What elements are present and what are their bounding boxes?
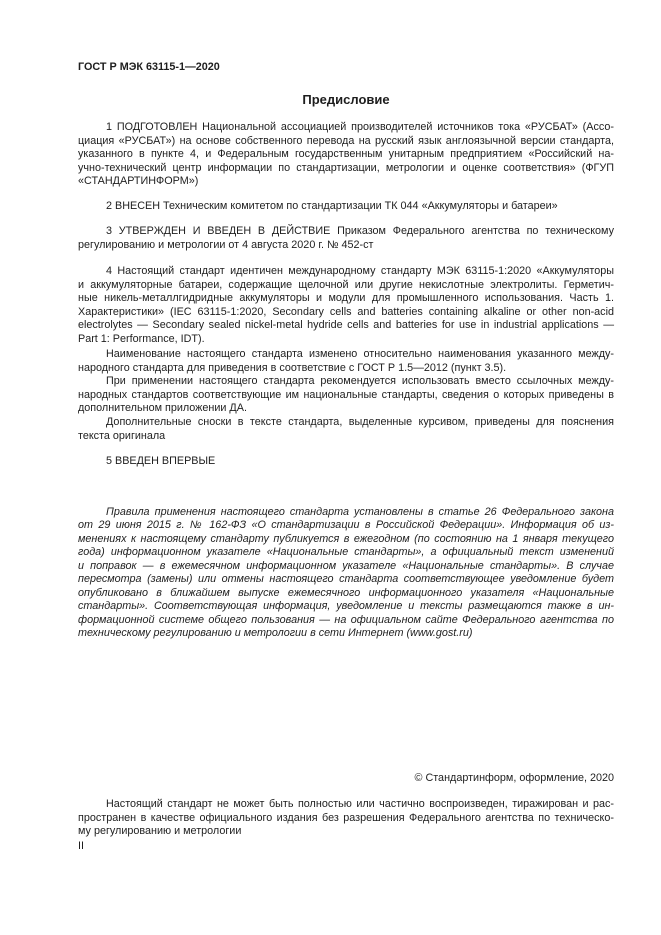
page-title: Предисловие [302,92,390,107]
paragraph-line: учно-технический центр информации по стандартизации, метрологии и оценке соответствия» (ФГУП [78,161,614,174]
paragraph-line: и аккумуляторные батареи, содержащие щелочной или другие некислотные электролиты. Герметич- [78,278,614,291]
notice-line: года) информационном указателе «Национальные стандарты», а официальный текст изменений [78,546,614,559]
reproduction-notice [78,798,614,839]
notice-line: опубликовано в ближайшем выпуске ежемесячного информационного указателя «Национальные [78,586,614,599]
foreword-item-submitted [78,200,614,214]
paragraph-line: Part 1: Performance, IDT). [78,332,205,345]
notice-line: Правила применения настоящего стандарта установлены в статье 26 Федерального закона [106,506,614,518]
paragraph-line: му регулированию и метрологии [78,825,242,838]
paragraph-line: указанного в пункте 4, и Федеральным государственным унитарным предприятием «Российский на- [78,148,614,161]
notice-line: пересмотра (замены) или отмены настоящего стандарта соответствующее уведомление будет [78,573,614,586]
paragraph-line: пространен в качестве официального издания без разрешения Федерального агентства по техническо- [78,811,614,824]
foreword-item-introduced [78,455,614,469]
foreword-item-identical [78,265,614,347]
notice-line: стандарты». Соответствующая информация, уведомление и тексты размещаются также в ин- [78,600,614,613]
paragraph-line: народного стандарта для приведения в соответствие с ГОСТ Р 1.5—2012 (пункт 3.5). [78,361,507,374]
foreword-item-prepared [78,121,614,189]
notice-line: формационной системе общего пользования — на официальном сайте Федерального агентства по [78,613,614,626]
notice-line: менениях к настоящему стандарту публикуется в ежегодном (по состоянию на 1 января текущего [78,532,614,545]
paragraph-line: Наименование настоящего стандарта изменено относительно наименования указанного между- [106,348,614,360]
paragraph-line: дополнительном приложении ДА. [78,402,247,415]
paragraph-line: народных стандартов соответствующие им национальные стандарты, сведения о которых приведены в [78,388,614,401]
paragraph-line: текста оригинала [78,429,166,442]
paragraph-line: регулированию и метрологии от 4 августа 2020 г. № 452-ст [78,238,374,251]
paragraph-line: циация «РУСБАТ») на основе собственного перевода на русский язык англоязычной версии стандарта, [78,134,614,147]
foreword-references-note [78,375,614,416]
copyright-notice: © Стандартинформ, оформление, 2020 [414,772,614,784]
application-rules-notice [78,506,614,640]
standard-code-header: ГОСТ Р МЭК 63115-1—2020 [78,61,220,73]
paragraph-line: 5 ВВЕДЕН ВПЕРВЫЕ [106,455,216,467]
paragraph-line: ные никель-металлгидридные аккумуляторы и модули для промышленного использования. Часть 1. [78,292,614,305]
foreword-item-approved [78,225,614,252]
foreword-footnotes-note [78,416,614,443]
foreword-title-change-note [78,348,614,375]
notice-line: и поправок — в ежемесячном информационном указателе «Национальные стандарты». В случае [78,559,614,572]
paragraph-line: Настоящий стандарт не может быть полностью или частично воспроизведен, тиражирован и рас- [106,798,614,810]
paragraph-line: 3 УТВЕРЖДЕН И ВВЕДЕН В ДЕЙСТВИЕ Приказом Федерального агентства по техническому [106,225,614,237]
paragraph-line: electrolytes — Secondary sealed nickel-metal hydride cells and batteries for use in industrial applications — [78,319,614,332]
paragraph-line: 1 ПОДГОТОВЛЕН Национальной ассоциацией производителей источников тока «РУСБАТ» (Ассо- [106,121,614,133]
paragraph-line: 2 ВНЕСЕН Техническим комитетом по стандартизации ТК 044 «Аккумуляторы и батареи» [106,200,558,212]
page-number: II [78,840,84,852]
notice-line: от 29 июня 2015 г. № 162-ФЗ «О стандартизации в Российской Федерации». Информация об из- [78,519,614,532]
paragraph-line: При применении настоящего стандарта рекомендуется использовать вместо ссылочных между- [106,375,614,387]
paragraph-line: 4 Настоящий стандарт идентичен международному стандарту МЭК 63115-1:2020 «Аккумуляторы [106,265,614,277]
notice-line: техническому регулированию и метрологии в сети Интернет (www.gost.ru) [78,626,473,639]
paragraph-line: Дополнительные сноски в тексте стандарта, выделенные курсивом, приведены для пояснения [106,416,614,428]
paragraph-line: Характеристики» (IEC 63115-1:2020, Secondary cells and batteries containing alkaline or other non-acid [78,305,614,318]
paragraph-line: «СТАНДАРТИНФОРМ») [78,175,199,188]
